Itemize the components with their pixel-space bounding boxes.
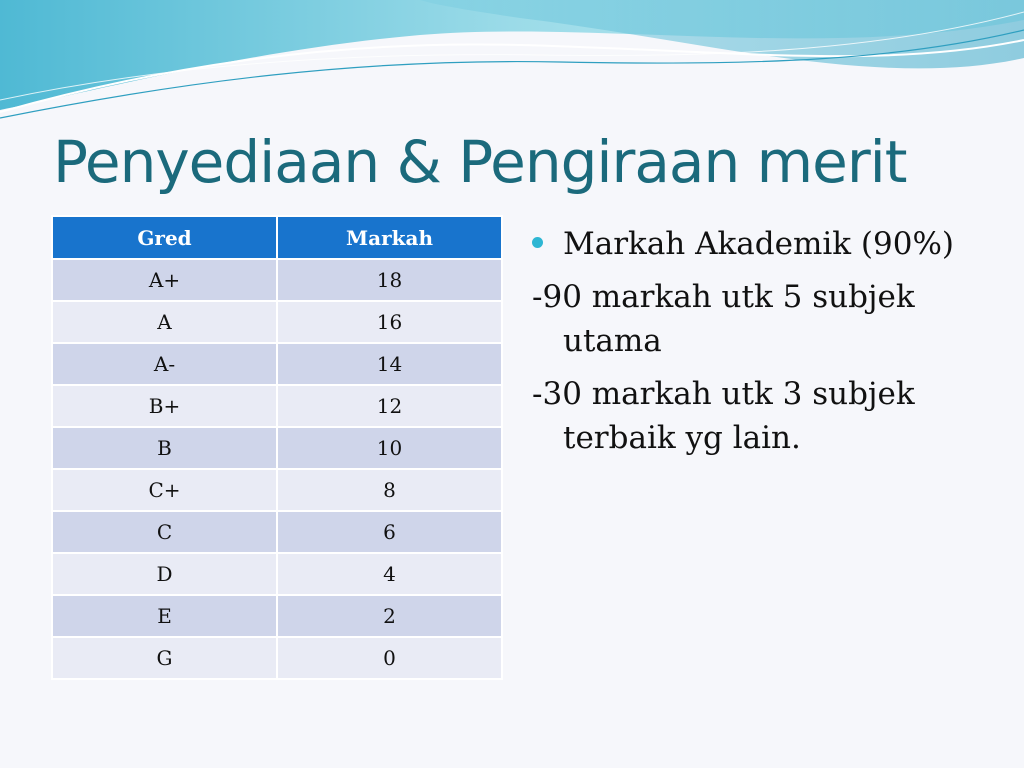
table-row [52,301,502,343]
table-row [52,343,502,385]
bullet-dot-icon [532,237,543,248]
mark-cell: 10 [277,427,502,469]
mark-cell: 4 [277,553,502,595]
notes-panel [532,222,1012,469]
mark-cell: 2 [277,595,502,637]
header-markah: Markah [277,216,502,259]
mark-cell: 0 [277,637,502,679]
mark-cell: 14 [277,343,502,385]
table-row [52,637,502,679]
mark-cell: 8 [277,469,502,511]
table-row [52,385,502,427]
note-line: -30 markah utk 3 subjek terbaik yg lain. [532,376,915,456]
slide-title: Penyediaan & Pengiraan merit [53,128,907,196]
table-row [52,595,502,637]
table-row [52,259,502,301]
grade-cell: A [52,301,277,343]
grade-cell: C [52,511,277,553]
grade-cell: G [52,637,277,679]
mark-cell: 6 [277,511,502,553]
table-row [52,511,502,553]
mark-cell: 18 [277,259,502,301]
grade-cell: C+ [52,469,277,511]
table-row [52,427,502,469]
grade-cell: E [52,595,277,637]
mark-cell: 16 [277,301,502,343]
grade-cell: A+ [52,259,277,301]
note-line: -90 markah utk 5 subjek utama [532,279,915,359]
header-wave-decoration [0,0,1024,130]
table-header-row [52,216,502,259]
bullet-text: Markah Akademik (90%) [563,226,955,262]
table-row [52,469,502,511]
grade-marks-table [51,215,503,680]
grade-cell: A- [52,343,277,385]
grade-cell: D [52,553,277,595]
table-row [52,553,502,595]
header-gred: Gred [52,216,277,259]
grade-cell: B [52,427,277,469]
mark-cell: 12 [277,385,502,427]
bullet-item [532,222,1012,266]
grade-cell: B+ [52,385,277,427]
